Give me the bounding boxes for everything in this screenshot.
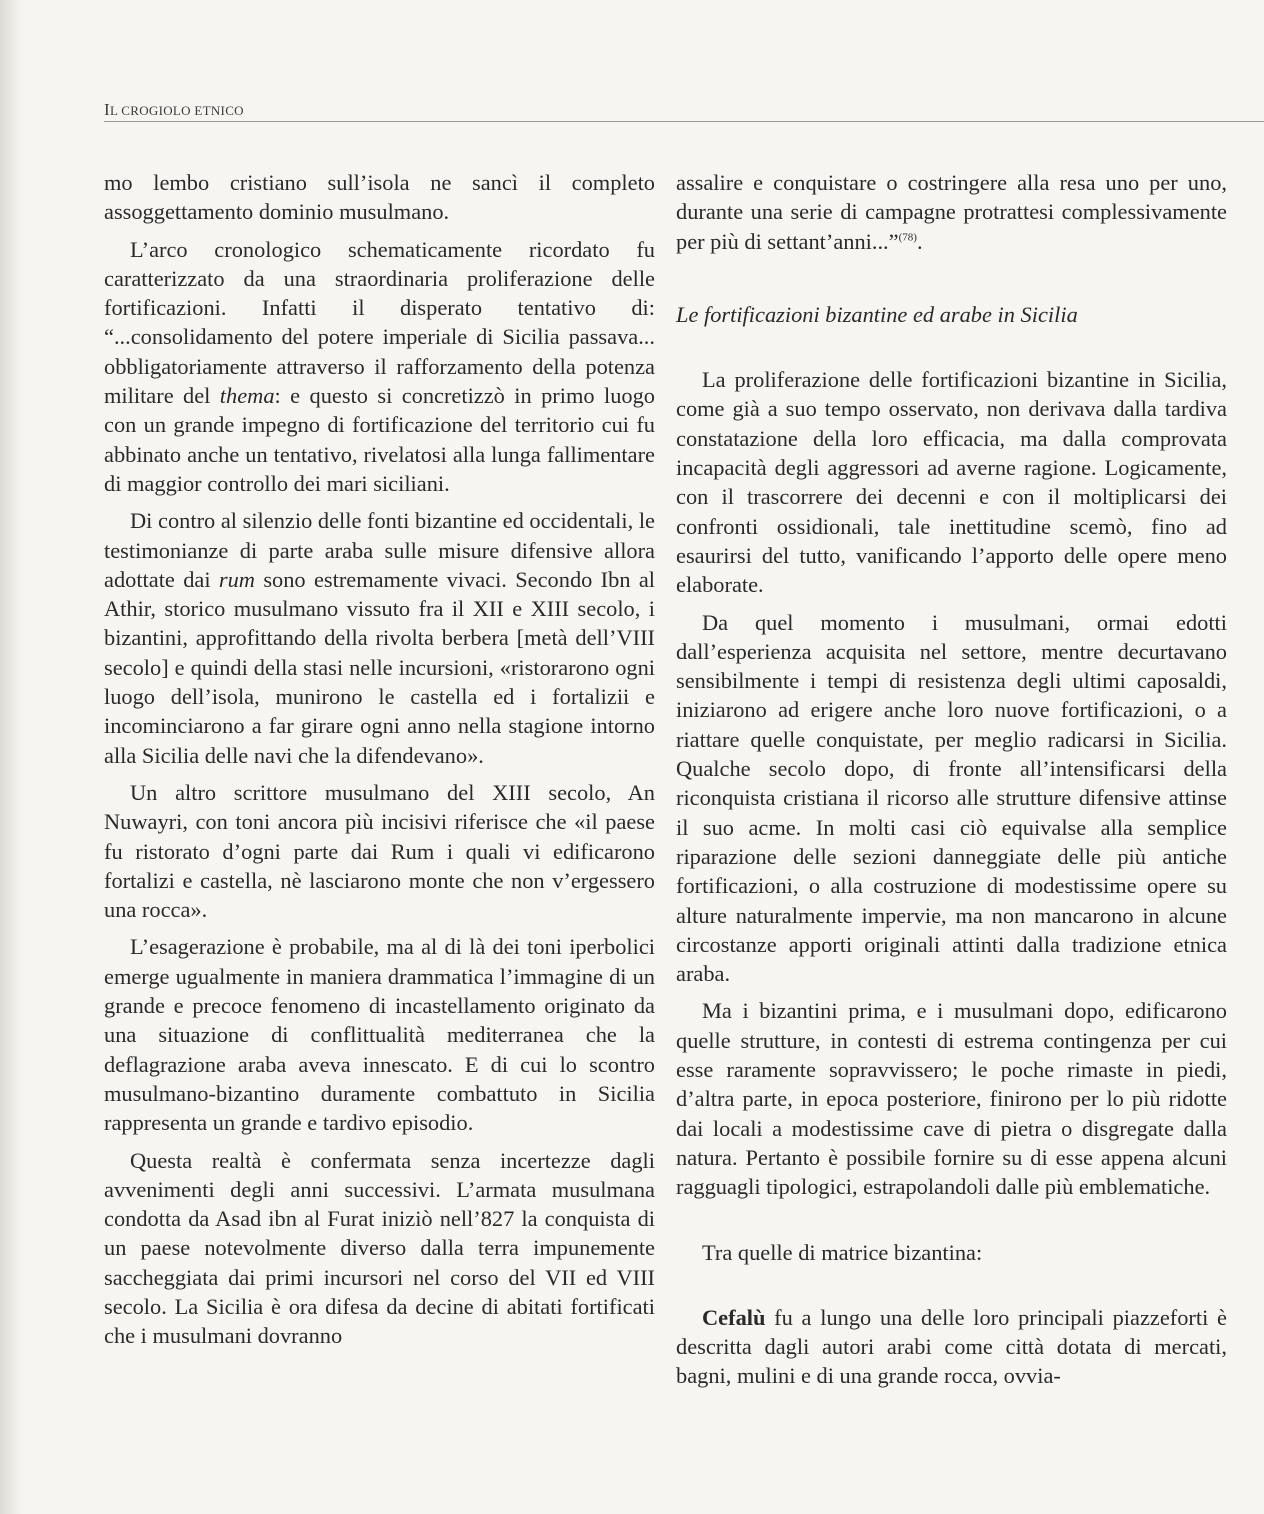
paragraph: mo lembo cristiano sull’isola ne sancì il completo assoggettamento dominio musulmano.: [104, 170, 655, 225]
italic-term: rum: [218, 566, 255, 592]
footnote-reference: (78): [898, 231, 917, 244]
running-header: [104, 100, 244, 120]
paragraph: Di contro al silenzio delle fonti bizantine ed occidentali, le testimonianze di parte araba sulle misure difensive allora adottate dai rum sono estremamente vivaci. Secondo Ibn al Athir, storico musulmano vissuto fra il XII e XIII secolo, i bizantini, approfittando della rivolta berbera [metà dell’VIII secolo] e quindi della stasi nelle incursioni, «ristorarono ogni luogo dell’isola, munirono le castella ed i fortalizii e incominciarono a far girare ogni anno nella stagione intorno alla Sicilia delle navi che la difendevano».: [104, 508, 656, 768]
left-column: [104, 168, 655, 1359]
running-header-initial: I: [104, 100, 110, 119]
page-gutter-shadow: [0, 0, 22, 1514]
bold-place-name: Cefalù: [702, 1304, 766, 1330]
paragraph: L’esagerazione è probabile, ma al di là dei toni iperbolici emerge ugualmente in maniera drammatica l’immagine di un grande e precoce fenomeno di incastellamento originato da una situazione di conflittualità mediterranea che la deflagrazione araba aveva innescato. E di cui lo scontro musulmano-bizantino duramente combattuto in Sicilia rappresenta un grande e tardivo episodio.: [104, 934, 655, 1136]
running-header-smallcaps: L CROGIOLO ETNICO: [109, 103, 244, 118]
section-heading: Le fortificazioni bizantine ed arabe in Sicilia: [676, 301, 1078, 327]
paragraph: L’arco cronologico schematicamente ricordato fu caratterizzato da una straordinaria proliferazione delle fortificazioni. Infatti il disperato tentativo di: “...consolidamento del potere imperiale di Sicilia passava... obbligatoriamente attraverso il rafforzamento della potenza militare del thema: e questo si concretizzò in primo luogo con un grande impegno di fortificazione del territorio cui fu abbinato anche un tentativo, rivelatosi alla lunga fallimentare di maggior controllo dei mari siciliani.: [104, 236, 655, 496]
paragraph: Ma i bizantini prima, e i musulmani dopo, edificarono quelle strutture, in contesti di estrema contingenza per cui esse raramente sopravvissero; le poche rimaste in piedi, d’altra parte, in epoca posteriore, finirono per lo più ridotte dai locali a modestissime cave di pietra o disgregate dalla natura. Pertanto è possibile fornire su di esse appena alcuni ragguagli tipologici, estrapolandoli dalle più emblematiche.: [676, 998, 1227, 1200]
header-rule: [104, 121, 1264, 122]
paragraph: Da quel momento i musulmani, ormai edotti dall’esperienza acquisita nel settore, mentre decurtavano sensibilmente i tempi di resistenza degli ultimi caposaldi, iniziarono ad erigere anche loro nuove fortificazioni, o a riattare quelle conquistate, per meglio radicarsi in Sicilia. Qualche secolo dopo, di fronte all’intensificarsi della riconquista cristiana il ricorso alle strutture difensive attinse il suo acme. In molti casi ciò equivalse alla semplice riparazione delle sezioni danneggiate delle più antiche fortificazioni, o alla costruzione di modestissime opere su alture naturalmente impervie, ma non mancarono in alcune circostanze apporti originali attinti dalla tradizione etnica araba.: [676, 609, 1227, 987]
italic-term: thema: [219, 383, 275, 409]
paragraph: La proliferazione delle fortificazioni bizantine in Sicilia, come già a suo tempo osservato, non derivava dalla tardiva constatazione della loro efficacia, ma dalla comprovata incapacità degli aggressori ad averne ragione. Logicamente, con il trascorrere dei decenni e con il moltiplicarsi dei confronti ossidionali, tale inettitudine scemò, fino ad esaurirsi del tutto, vanificando l’apporto delle opere meno elaborate.: [676, 367, 1227, 598]
paragraph: assalire e conquistare o costringere alla resa uno per uno, durante una serie di campagne protrattesi complessivamente per più di settant’anni...”$^{(78)}$.: [676, 170, 1227, 254]
right-column: [676, 168, 1227, 1399]
paragraph: Tra quelle di matrice bizantina:: [702, 1239, 983, 1265]
paragraph: Un altro scrittore musulmano del XIII secolo, An Nuwayri, con toni ancora più incisivi riferisce che «il paese fu ristorato d’ogni parte dai Rum i quali vi edificarono fortalizi e castella, nè lasciarono monte che non v’ergessero una rocca».: [104, 779, 655, 923]
paragraph: Cefalù fu a lungo una delle loro principali piazzeforti è descritta dagli autori arabi come città dotata di mercati, bagni, mulini e di una grande rocca, ovvia-: [676, 1304, 1227, 1389]
paragraph: Questa realtà è confermata senza incertezze dagli avvenimenti degli anni successivi. L’armata musulmana condotta da Asad ibn al Furat iniziò nell’827 la conquista di un paese notevolmente diverso dalla terra impunemente saccheggiata dai primi incursori nel corso del VII ed VIII secolo. La Sicilia è ora difesa da decine di abitati fortificati che i musulmani dovranno: [104, 1147, 655, 1349]
